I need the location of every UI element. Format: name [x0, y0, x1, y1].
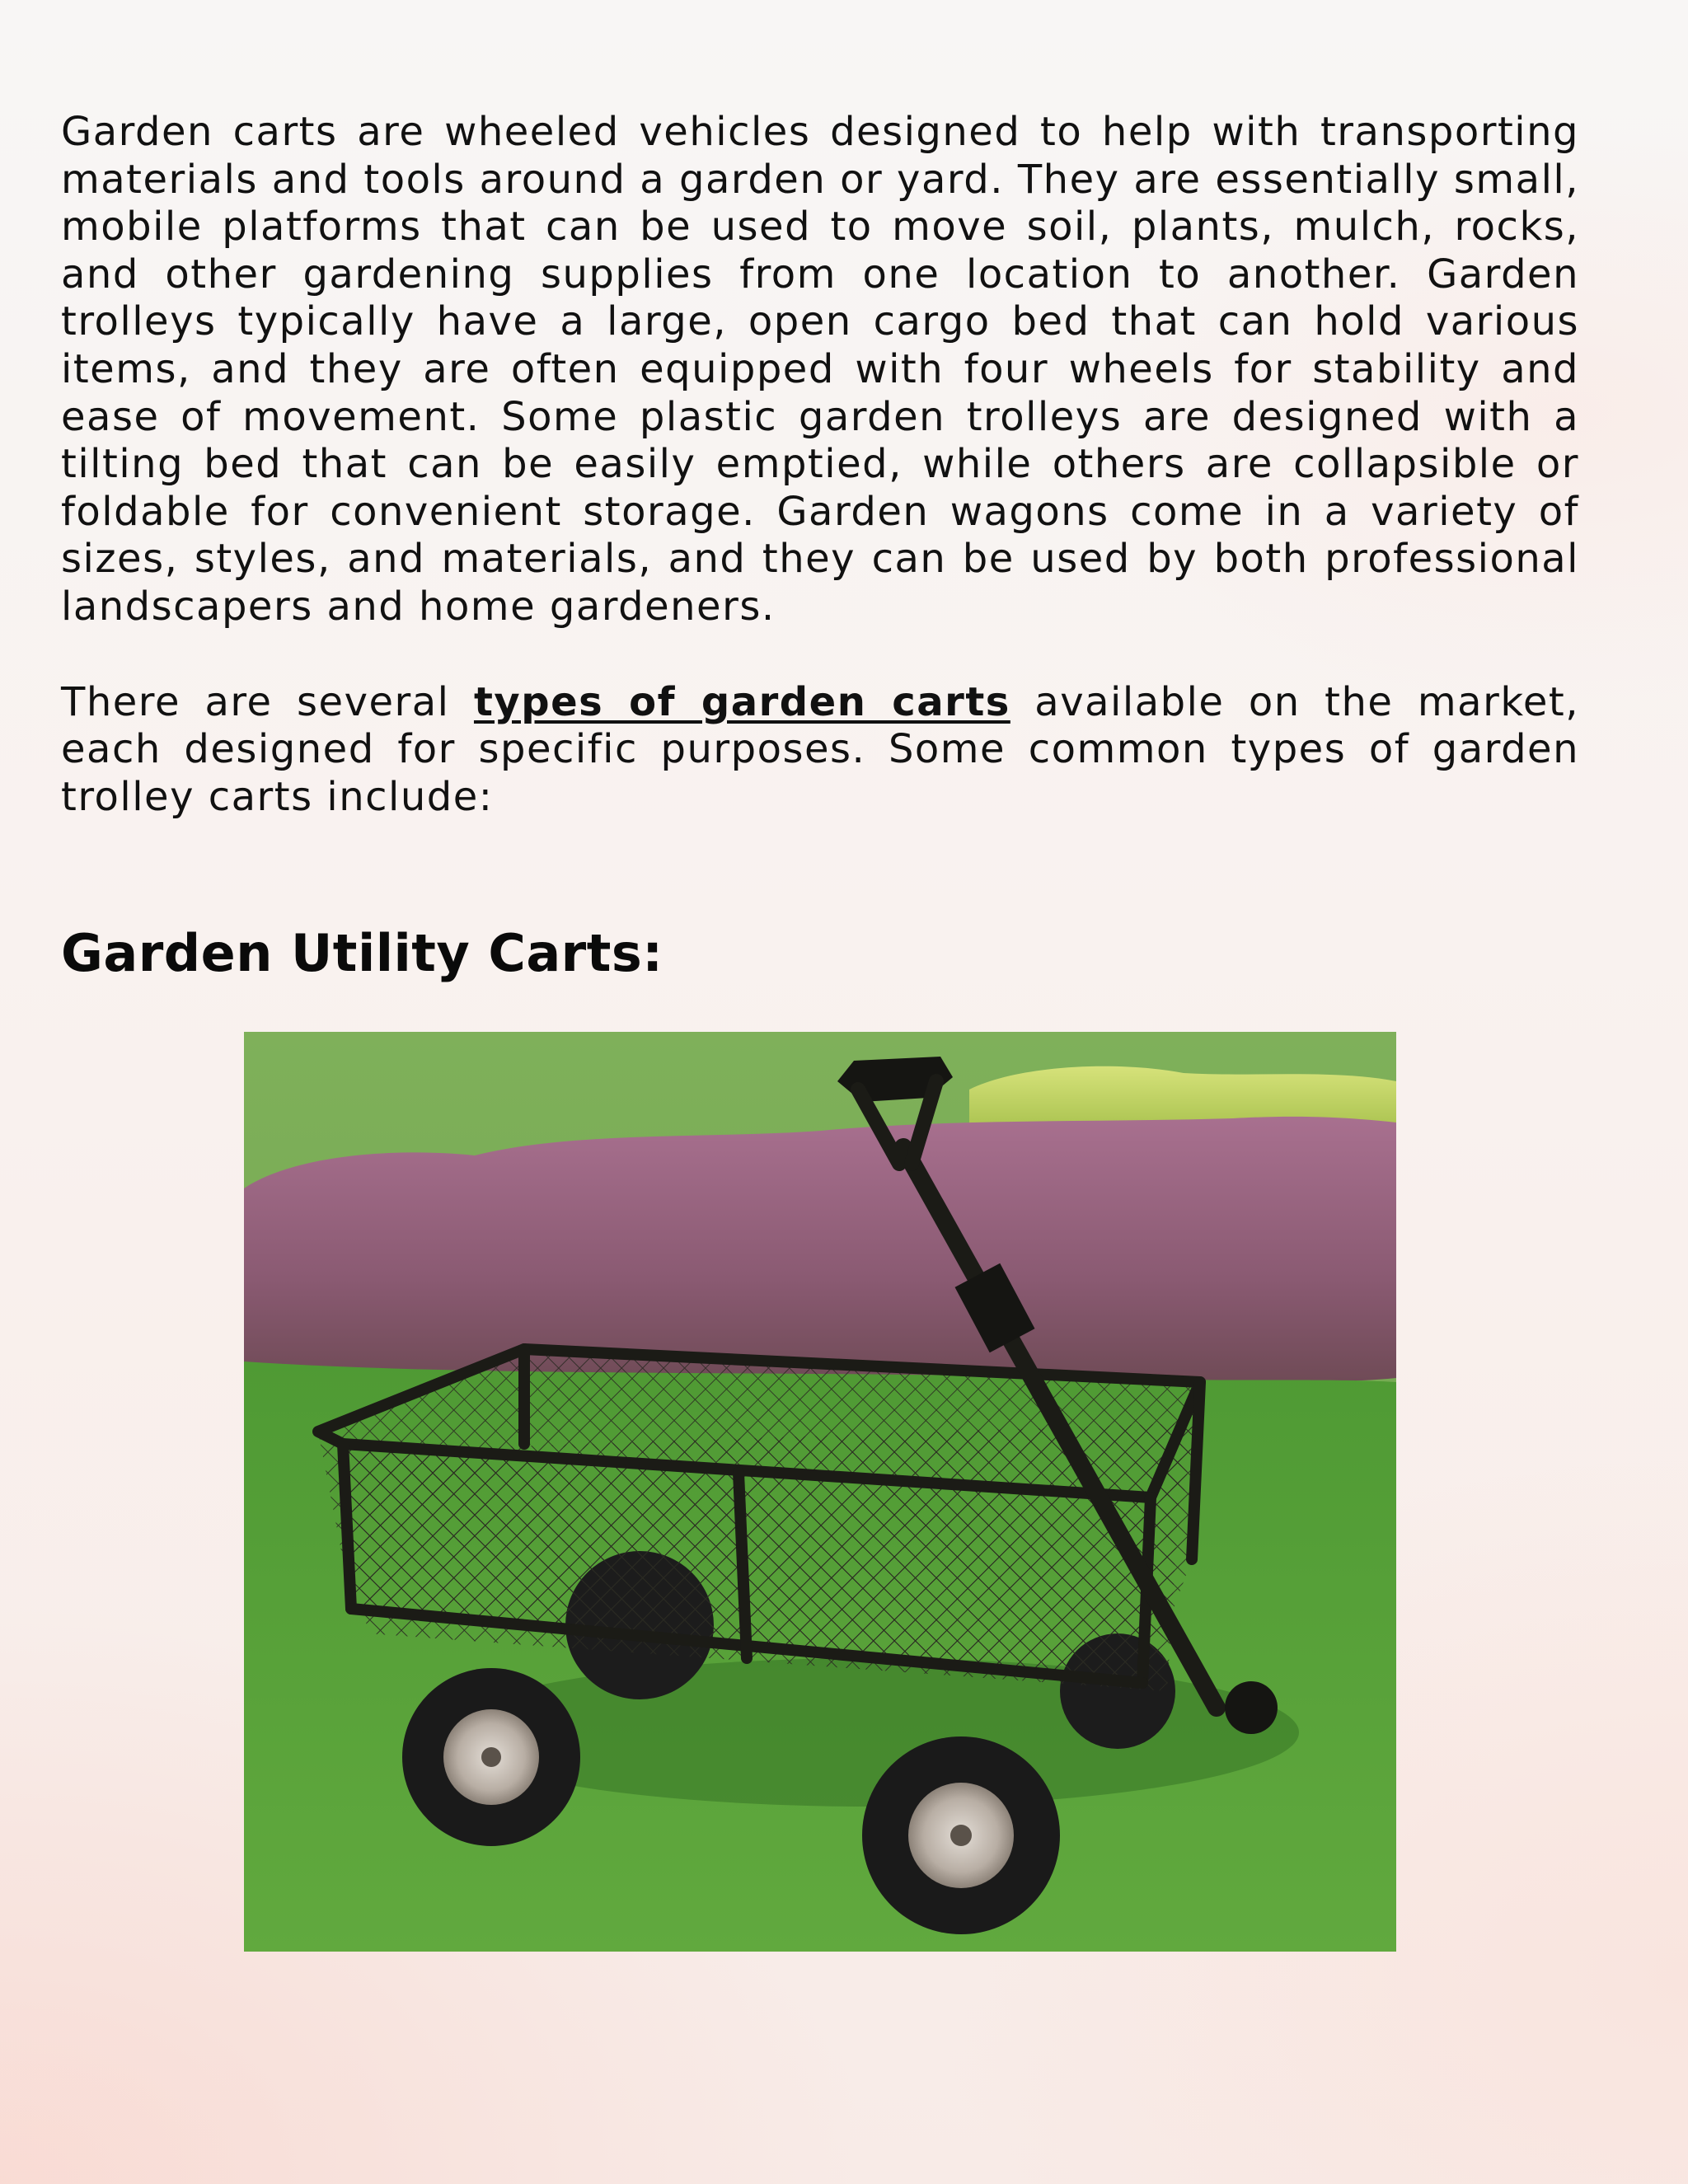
- types-paragraph-lead: There are several: [61, 678, 474, 725]
- front-right-wheel: [862, 1736, 1060, 1934]
- cart-photo-illustration: [244, 1032, 1396, 1952]
- intro-paragraph: Garden carts are wheeled vehicles designed to help with transporting materials and tools around a garden or yard. They are essentially small, mobile platforms that can be used to move soil, plants, mulch, rocks, and other gardening supplies from one location to another. Garden trolleys typically have a large, open cargo bed that can hold various items, and they are often equipped with four wheels for stability and ease of movement. Some plastic garden trolleys are designed with a tilting bed that can be easily emptied, while others are collapsible or foldable for convenient storage. Garden wagons come in a variety of sizes, styles, and materials, and they can be used by both professional landscapers and home gardeners.: [61, 109, 1579, 630]
- purple-hedge: [244, 1117, 1396, 1388]
- garden-utility-carts-heading: Garden Utility Carts:: [61, 923, 663, 984]
- front-left-wheel: [402, 1668, 580, 1846]
- types-of-garden-carts-link[interactable]: types of garden carts: [473, 678, 1010, 725]
- garden-utility-cart-photo: [244, 1032, 1396, 1952]
- types-paragraph: [61, 679, 1579, 822]
- types-paragraph-tail: available on the market, each designed for specific purposes. Some common types of garden trolley carts include:: [61, 678, 1580, 820]
- document-page: [61, 109, 1579, 984]
